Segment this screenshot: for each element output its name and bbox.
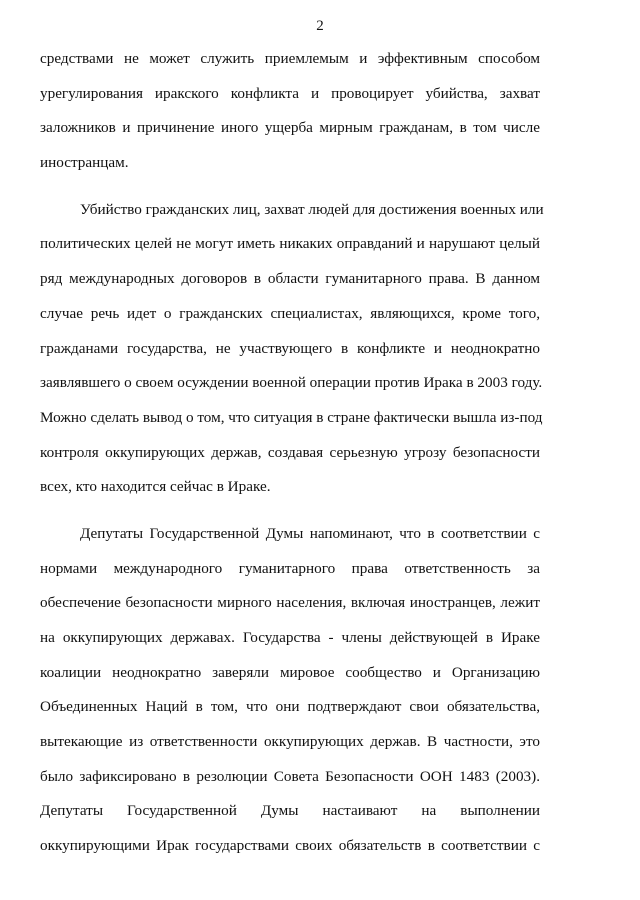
text-line: иностранцам. — [40, 154, 129, 172]
document-body — [40, 42, 544, 864]
paragraph-gap — [40, 181, 540, 193]
paragraph — [40, 517, 540, 864]
text-line: урегулирования иракского конфликта и провоцирует убийства, захват — [40, 84, 540, 102]
text-line: нормами международного гуманитарного права ответственность за — [40, 559, 540, 577]
text-line: ряд международных договоров в области гуманитарного права. В данном — [40, 270, 540, 288]
text-line: оккупирующими Ирак государствами своих обязательств в соответствии с — [40, 837, 540, 855]
page-number: 2 — [316, 18, 324, 34]
text-line: Депутаты Государственной Думы настаивают на выполнении — [40, 802, 540, 820]
text-line: заявлявшего о своем осуждении военной операции против Ирака в 2003 году. — [40, 374, 543, 392]
text-line: коалиции неоднократно заверяли мировое сообщество и Организацию — [40, 663, 540, 681]
text-line: Убийство гражданских лиц, захват людей для достижения военных или — [80, 200, 544, 218]
text-line: гражданами государства, не участвующего в конфликте и неоднократно — [40, 339, 540, 357]
text-line: всех, кто находится сейчас в Ираке. — [40, 478, 271, 496]
paragraph-gap — [40, 505, 540, 517]
text-line: Можно сделать вывод о том, что ситуация в стране фактически вышла из-под — [40, 408, 543, 426]
text-line: политических целей не могут иметь никаких оправданий и нарушают целый — [40, 235, 540, 253]
text-line: Объединенных Наций в том, что они подтверждают свои обязательства, — [40, 698, 540, 716]
text-line: вытекающие из ответственности оккупирующих держав. В частности, это — [40, 733, 540, 751]
text-line: обеспечение безопасности мирного населения, включая иностранцев, лежит — [40, 594, 540, 612]
text-line: заложников и причинение иного ущерба мирным гражданам, в том числе — [40, 119, 540, 137]
text-line: случае речь идет о гражданских специалистах, являющихся, кроме того, — [40, 304, 540, 322]
text-line: контроля оккупирующих держав, создавая серьезную угрозу безопасности — [40, 443, 540, 461]
text-line: Депутаты Государственной Думы напоминают, что в соответствии с — [80, 524, 540, 542]
text-line: было зафиксировано в резолюции Совета Безопасности ООН 1483 (2003). — [40, 767, 540, 785]
paragraph — [40, 42, 540, 181]
text-line: на оккупирующих державах. Государства - члены действующей в Ираке — [40, 629, 540, 646]
paragraph — [40, 193, 544, 505]
text-line: средствами не может служить приемлемым и эффективным способом — [40, 50, 540, 67]
